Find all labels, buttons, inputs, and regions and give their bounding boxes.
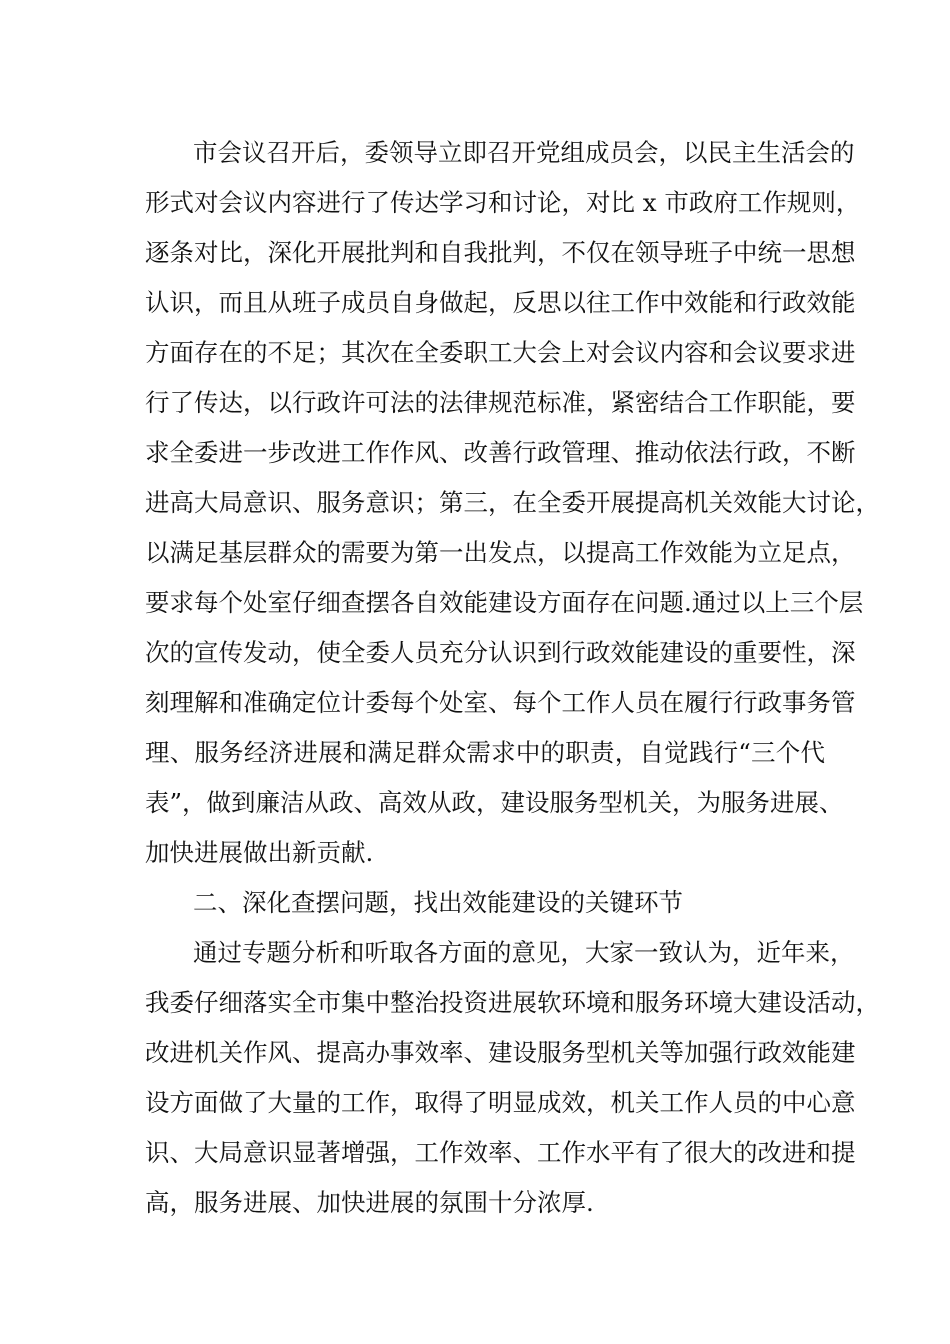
paragraph-2-line-4: 设方面做了大量的工作，取得了明显成效，机关工作人员的中心意 [145, 1088, 856, 1117]
paragraph-2-line-1: 通过专题分析和听取各方面的意见，大家一致认为，近年来， [193, 938, 855, 967]
paragraph-1-line-2: 形式对会议内容进行了传达学习和讨论，对比 x 市政府工作规则， [145, 188, 861, 217]
paragraph-1-line-14: 表”，做到廉洁从政、高效从政，建设服务型机关，为服务进展、 [145, 788, 844, 817]
paragraph-1-line-13: 理、服务经济进展和满足群众需求中的职责，自觉践行“三个代 [145, 738, 825, 767]
paragraph-1-line-12: 刻理解和准确定位计委每个处室、每个工作人员在履行行政事务管 [145, 688, 856, 717]
paragraph-1-line-9: 以满足基层群众的需要为第一出发点，以提高工作效能为立足点， [145, 538, 856, 567]
paragraph-1-line-10: 要求每个处室仔细查摆各自效能建设方面存在问题.通过以上三个层 [145, 588, 864, 617]
paragraph-1-line-1: 市会议召开后，委领导立即召开党组成员会，以民主生活会的 [193, 138, 855, 167]
paragraph-2-line-6: 高，服务进展、加快进展的氛围十分浓厚. [145, 1188, 594, 1217]
paragraph-1-line-6: 行了传达，以行政许可法的法律规范标准，紧密结合工作职能，要 [145, 388, 856, 417]
paragraph-2-line-3: 改进机关作风、提高办事效率、建设服务型机关等加强行政效能建 [145, 1038, 856, 1067]
paragraph-2-line-5: 识、大局意识显著增强，工作效率、工作水平有了很大的改进和提 [145, 1138, 856, 1167]
paragraph-1-line-3: 逐条对比，深化开展批判和自我批判，不仅在领导班子中统一思想 [145, 238, 856, 267]
paragraph-1-line-5: 方面存在的不足；其次在全委职工大会上对会议内容和会议要求进 [145, 338, 856, 367]
paragraph-1-line-4: 认识，而且从班子成员自身做起，反思以往工作中效能和行政效能 [145, 288, 856, 317]
section-heading: 二、深化查摆问题，找出效能建设的关键环节 [193, 888, 683, 917]
paragraph-1-line-7: 求全委进一步改进工作作风、改善行政管理、推动依法行政，不断 [145, 438, 856, 467]
paragraph-1-line-15: 加快进展做出新贡献. [145, 838, 374, 867]
paragraph-1-line-8: 进高大局意识、服务意识；第三，在全委开展提高机关效能大讨论， [145, 488, 880, 517]
paragraph-1-line-11: 次的宣传发动，使全委人员充分认识到行政效能建设的重要性，深 [145, 638, 856, 667]
paragraph-2-line-2: 我委仔细落实全市集中整治投资进展软环境和服务环境大建设活动， [145, 988, 880, 1017]
